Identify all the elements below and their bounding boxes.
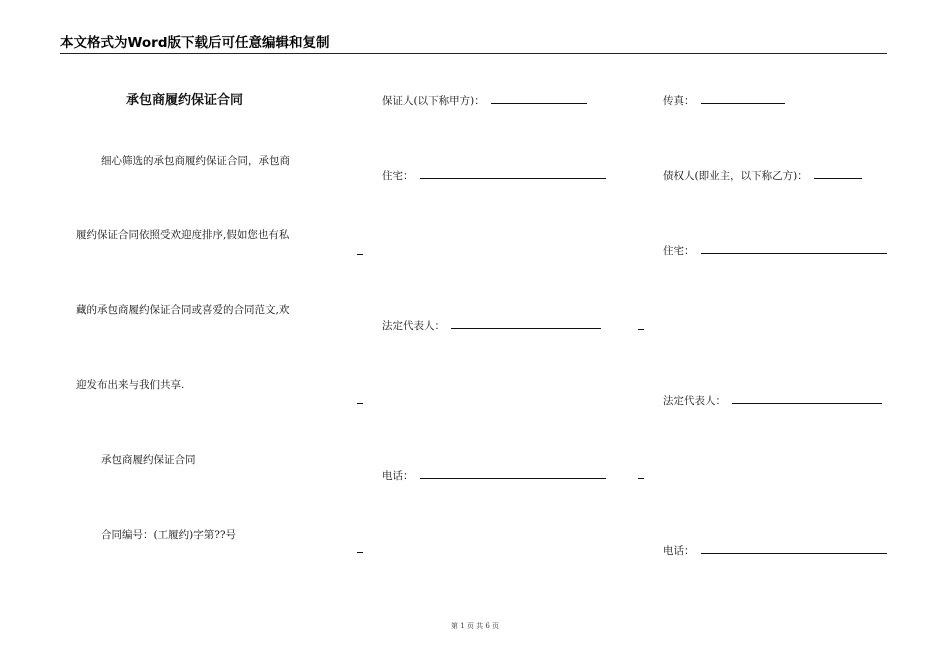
guarantor-phone-label: 电话： <box>382 470 414 482</box>
fax-field <box>663 93 785 108</box>
page-footer: 第 1 页 共 6 页 <box>450 622 500 630</box>
column-left <box>76 0 331 620</box>
dash-mark <box>357 254 363 255</box>
guarantor-phone-field <box>382 468 606 483</box>
creditor-legal-rep-field <box>663 393 882 408</box>
fax-blank <box>701 93 785 104</box>
dash-mark <box>638 329 644 330</box>
guarantor-field <box>382 93 587 108</box>
creditor-phone-label: 电话： <box>663 545 695 557</box>
guarantor-legal-rep-field <box>382 318 601 333</box>
creditor-residence-label: 住宅： <box>663 245 695 257</box>
intro-line-1: 细心筛选的承包商履约保证合同，承包商 <box>101 155 290 167</box>
contract-title: 承包商履约保证合同 <box>126 93 244 108</box>
guarantor-label: 保证人(以下称甲方)： <box>382 95 485 107</box>
guarantor-residence-blank <box>420 168 606 179</box>
creditor-phone-blank <box>701 543 887 554</box>
intro-line-2: 履约保证合同依照受欢迎度排序,假如您也有私 <box>76 229 290 241</box>
intro-line-4: 迎发布出来与我们共享. <box>76 379 185 391</box>
guarantor-blank <box>491 93 587 104</box>
column-right <box>638 0 893 620</box>
creditor-legal-rep-blank <box>732 393 882 404</box>
guarantor-legal-rep-blank <box>451 318 601 329</box>
creditor-field <box>663 168 862 183</box>
guarantor-phone-blank <box>420 468 606 479</box>
dash-mark <box>638 478 644 479</box>
contract-number: 合同编号：(工履约)字第??号 <box>101 529 236 541</box>
fax-label: 传真： <box>663 95 695 107</box>
creditor-residence-blank <box>701 243 887 254</box>
guarantor-residence-field <box>382 168 606 183</box>
dash-mark <box>357 403 363 404</box>
creditor-legal-rep-label: 法定代表人： <box>663 395 726 407</box>
creditor-phone-field <box>663 543 887 558</box>
column-middle <box>357 0 612 620</box>
header-text: 本文格式为Word版下载后可任意编辑和复制 <box>60 35 330 51</box>
intro-line-3: 藏的承包商履约保证合同或喜爱的合同范文,欢 <box>76 304 290 316</box>
dash-mark <box>357 552 363 553</box>
guarantor-residence-label: 住宅： <box>382 170 414 182</box>
creditor-label: 债权人(即业主，以下称乙方)： <box>663 170 808 182</box>
creditor-blank <box>814 168 862 179</box>
contract-subtitle: 承包商履约保证合同 <box>101 454 196 466</box>
guarantor-legal-rep-label: 法定代表人： <box>382 320 445 332</box>
creditor-residence-field <box>663 243 887 258</box>
